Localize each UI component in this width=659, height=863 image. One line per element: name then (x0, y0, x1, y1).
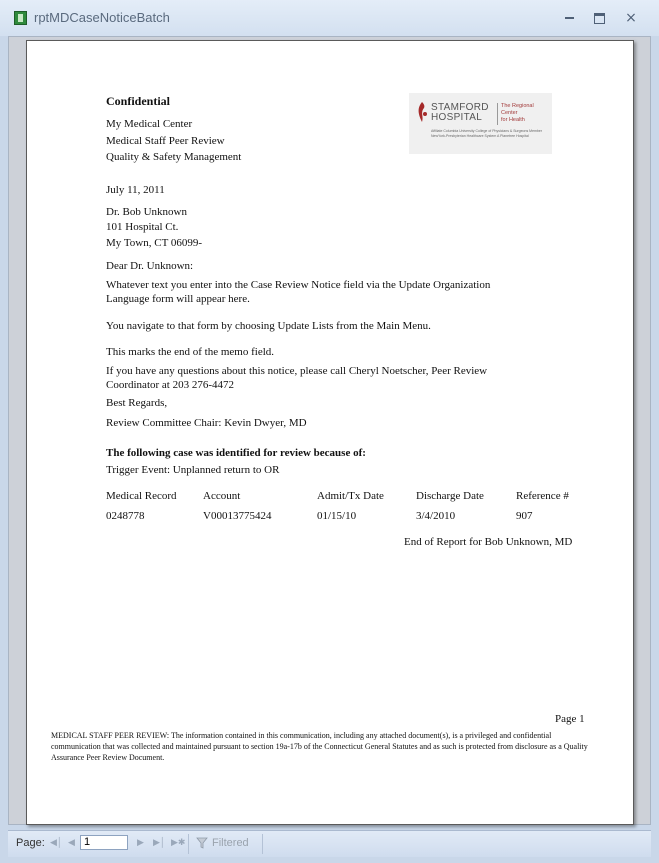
signature: Review Committee Chair: Kevin Dwyer, MD (106, 417, 307, 429)
maximize-button[interactable] (588, 8, 610, 28)
logo-name-line: HOSPITAL (431, 112, 483, 123)
confidential-heading: Confidential (106, 94, 171, 108)
close-button[interactable] (620, 8, 642, 28)
new-record-icon[interactable]: ▶✱ (171, 837, 186, 847)
salutation: Dear Dr. Unknown: (106, 260, 194, 272)
filter-icon[interactable] (196, 837, 208, 849)
closing: Best Regards, (106, 397, 168, 409)
table-header: Admit/Tx Date (317, 490, 384, 502)
table-header: Medical Record (106, 490, 177, 502)
title-bar (0, 0, 659, 36)
logo-name (431, 103, 489, 123)
body-paragraph: You navigate to that form by choosing Update Lists from the Main Menu. (106, 320, 431, 332)
page-number: Page 1 (555, 713, 585, 725)
last-record-icon[interactable]: ▶│ (153, 837, 166, 847)
body-paragraph: This marks the end of the memo field. (106, 346, 275, 358)
table-cell: 01/15/10 (317, 510, 357, 522)
table-header: Account (203, 490, 241, 502)
contact-line: If you have any questions about this notice, please call Cheryl Noetscher, Peer Review (106, 365, 488, 377)
logo-tagline-line: Center (501, 110, 518, 116)
recipient-line: 101 Hospital Ct. (106, 221, 179, 233)
org-line: Quality & Safety Management (106, 151, 242, 163)
org-line: Medical Staff Peer Review (106, 135, 225, 147)
report-page (26, 40, 634, 825)
recipient-line: Dr. Bob Unknown (106, 206, 187, 218)
filter-status[interactable]: Filtered (212, 837, 249, 849)
window-title: rptMDCaseNoticeBatch (34, 10, 170, 25)
stamford-logo-icon (415, 101, 429, 123)
table-cell: 0248778 (106, 510, 145, 522)
recipient-line: My Town, CT 06099- (106, 237, 202, 249)
close-icon: × (625, 10, 637, 26)
toolbar-separator (188, 834, 189, 854)
page-number-input[interactable]: 1 (80, 835, 128, 850)
logo-tagline (501, 103, 549, 124)
record-navigation-bar (8, 830, 651, 857)
table-cell: V00013775424 (203, 510, 272, 522)
report-app-icon (14, 11, 27, 25)
logo-tagline-line: The Regional (501, 103, 534, 109)
review-heading: The following case was identified for review because of: (106, 447, 366, 459)
logo-divider (497, 103, 498, 125)
hospital-logo (409, 93, 552, 154)
table-header: Discharge Date (416, 490, 484, 502)
logo-tagline-line: for Health (501, 117, 525, 123)
body-paragraph-line: Language form will appear here. (106, 293, 250, 305)
table-cell: 3/4/2010 (416, 510, 456, 522)
confidentiality-footer: MEDICAL STAFF PEER REVIEW: The information contained in this communication, including any attached document(s), is a privileged and confidential communication that was collected and maintained pursuant to section 19a-17b of the Connecticut General Statutes and as such is protected from disclosure as a Quality Assurance Peer Review Document. (51, 731, 588, 762)
letter-date: July 11, 2011 (106, 184, 165, 196)
next-record-icon[interactable]: ▶ (137, 837, 144, 847)
toolbar-separator (262, 834, 263, 854)
minimize-icon (565, 17, 574, 19)
logo-fine-print: Affiliate Columbia University College of Physicians & Surgeons Member NewYork-Presbyterian Healthcare System A Planetree Hospital (431, 129, 543, 138)
contact-line: Coordinator at 203 276-4472 (106, 379, 235, 391)
previous-record-icon[interactable]: ◀ (68, 837, 75, 847)
maximize-icon (594, 13, 605, 24)
page-label: Page: (16, 837, 45, 849)
end-of-report: End of Report for Bob Unknown, MD (404, 536, 573, 548)
table-cell: 907 (516, 510, 533, 522)
table-header: Reference # (516, 490, 569, 502)
first-record-icon[interactable]: ◀│ (50, 837, 63, 847)
trigger-event: Trigger Event: Unplanned return to OR (106, 464, 280, 476)
body-paragraph-line: Whatever text you enter into the Case Review Notice field via the Update Organization (106, 279, 491, 291)
org-line: My Medical Center (106, 118, 193, 130)
logo-name-line: STAMFORD (431, 102, 489, 113)
minimize-button[interactable] (558, 8, 580, 28)
